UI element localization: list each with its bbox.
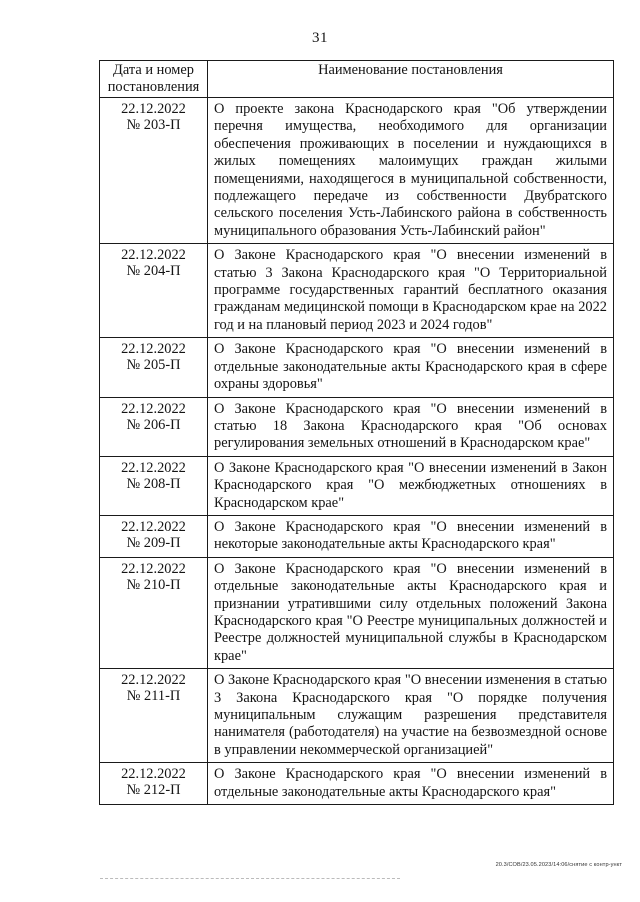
resolution-title: О Законе Краснодарского края "О внесении изменений в отдельные законодательные акты Краснодарского края" bbox=[208, 763, 614, 805]
resolution-date: 22.12.2022 bbox=[121, 247, 186, 264]
resolution-date: 22.12.2022 bbox=[121, 459, 186, 476]
date-number-cell bbox=[100, 397, 208, 456]
resolution-number: № 204-П bbox=[126, 263, 181, 280]
table-row bbox=[100, 515, 614, 557]
resolution-number: № 208-П bbox=[126, 475, 181, 492]
resolution-date: 22.12.2022 bbox=[121, 518, 186, 535]
date-number-cell bbox=[100, 557, 208, 668]
resolution-title: О Законе Краснодарского края "О внесении изменений в некоторые законодательные акты Краснодарского края" bbox=[208, 515, 614, 557]
table-row bbox=[100, 763, 614, 805]
page-number: 31 bbox=[312, 30, 328, 46]
table-row bbox=[100, 669, 614, 763]
table-row bbox=[100, 98, 614, 244]
resolution-number: № 205-П bbox=[126, 357, 181, 374]
resolution-title: О Законе Краснодарского края "О внесении изменений в статью 3 Закона Краснодарского края "О Территориальной программе государственных гарантий бесплатного оказания гражданам медицинской помощи в Краснодарском крае на 2022 год и на плановый период 2023 и 2024 годов" bbox=[208, 244, 614, 338]
resolution-date: 22.12.2022 bbox=[121, 766, 186, 783]
table-row bbox=[100, 456, 614, 515]
footer-document-code: 20.3/СОВ/23.05.2023/14:06/снятие с контр-ункт bbox=[495, 862, 622, 868]
resolution-date: 22.12.2022 bbox=[121, 101, 186, 117]
resolution-title: О проекте закона Краснодарского края "Об утверждении перечня имущества, необходимого для организации обеспечения проживающих в поселении и нуждающихся в жилых помещениях малоимущих граждан жилыми помещениями, находящегося в муниципальной собственности, подлежащего передаче из собственности Двубратского сельского поселения Усть-Лабинского района в собственность муниципального образования Усть-Лабинский район" bbox=[208, 98, 614, 244]
resolution-number: № 211-П bbox=[126, 688, 181, 705]
table-row bbox=[100, 397, 614, 456]
table-header-row bbox=[100, 61, 614, 98]
resolution-number: № 206-П bbox=[126, 416, 181, 433]
date-number-cell bbox=[100, 669, 208, 763]
resolution-title: О Законе Краснодарского края "О внесении изменений в отдельные законодательные акты Краснодарского края и признании утратившими силу отдельных положений Закона Краснодарского края "О Реестре муниципальных должностей и Реестре должностей муниципальной службы в Краснодарском крае" bbox=[208, 557, 614, 668]
resolution-title: О Законе Краснодарского края "О внесении изменений в статью 18 Закона Краснодарского края "Об основах регулирования земельных отношений в Краснодарском крае" bbox=[208, 397, 614, 456]
date-number-cell bbox=[100, 338, 208, 397]
date-number-cell bbox=[100, 456, 208, 515]
resolution-date: 22.12.2022 bbox=[121, 341, 186, 358]
date-number-cell bbox=[100, 244, 208, 338]
resolution-number: № 210-П bbox=[126, 576, 181, 593]
resolution-date: 22.12.2022 bbox=[121, 672, 186, 689]
table-body bbox=[100, 98, 614, 805]
resolution-number: № 209-П bbox=[126, 534, 181, 551]
resolution-title: О Законе Краснодарского края "О внесении изменения в статью 3 Закона Краснодарского края "О порядке получения муниципальным служащим разрешения представителя нанимателя (работодателя) на участие на безвозмездной основе в управлении некоммерческой организацией" bbox=[208, 669, 614, 763]
header-date-number: Дата и номер постановления bbox=[100, 61, 208, 98]
header-title: Наименование постановления bbox=[208, 61, 614, 98]
date-number-cell bbox=[100, 98, 208, 244]
date-number-cell bbox=[100, 515, 208, 557]
resolution-date: 22.12.2022 bbox=[121, 560, 186, 577]
resolution-title: О Законе Краснодарского края "О внесении изменений в отдельные законодательные акты Краснодарского края в сфере охраны здоровья" bbox=[208, 338, 614, 397]
table-row bbox=[100, 557, 614, 668]
table-row bbox=[100, 244, 614, 338]
resolution-number: № 203-П bbox=[126, 117, 181, 133]
table-row bbox=[100, 338, 614, 397]
resolution-number: № 212-П bbox=[126, 782, 181, 799]
resolution-date: 22.12.2022 bbox=[121, 400, 186, 417]
footer-divider bbox=[100, 878, 400, 879]
date-number-cell bbox=[100, 763, 208, 805]
resolution-title: О Законе Краснодарского края "О внесении изменений в Закон Краснодарского края "О межбюджетных отношениях в Краснодарском крае" bbox=[208, 456, 614, 515]
resolutions-table bbox=[99, 60, 614, 805]
